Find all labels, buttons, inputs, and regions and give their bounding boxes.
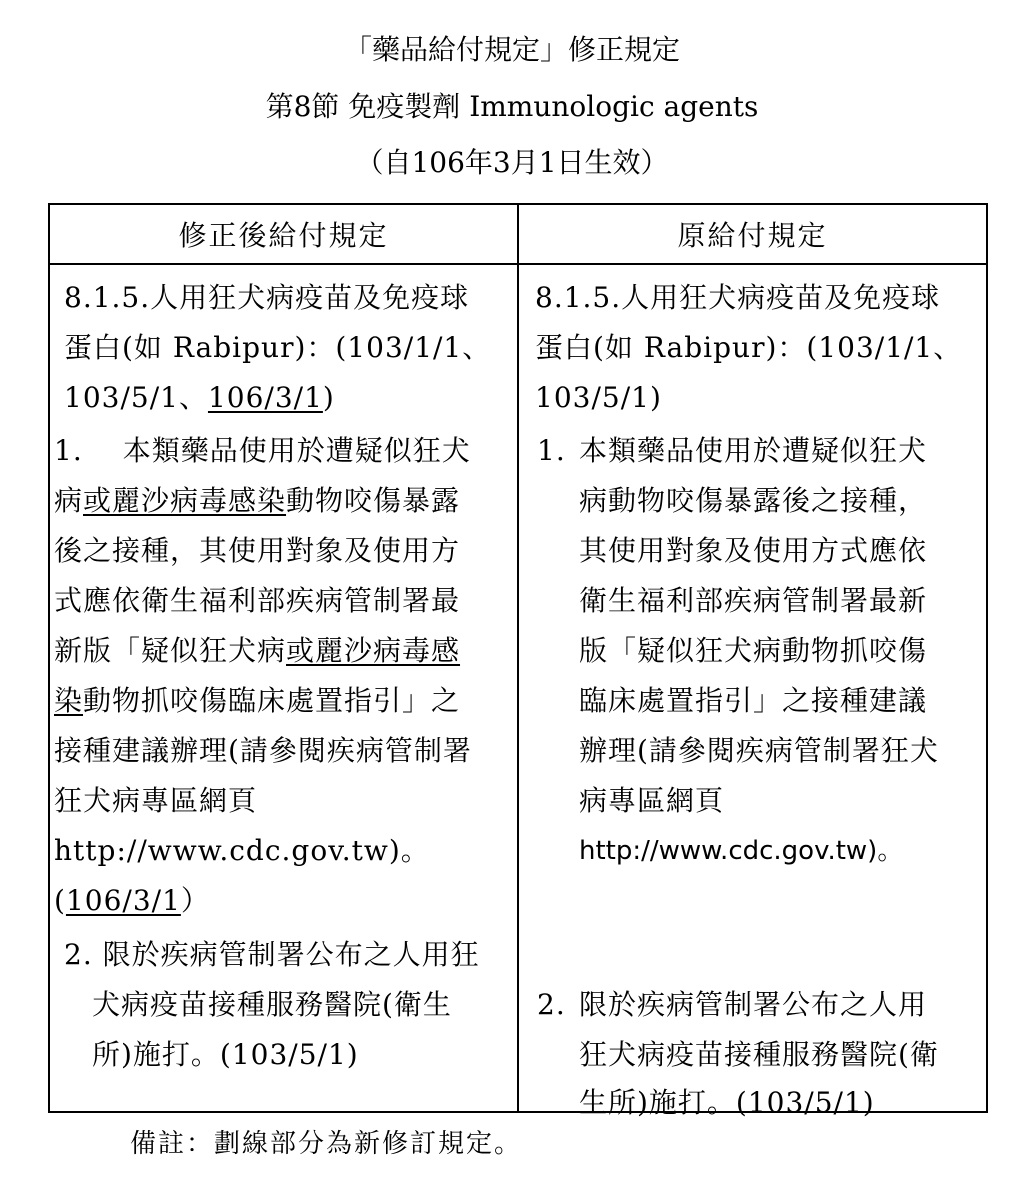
new-date-underlined: 106/3/1	[65, 884, 181, 917]
revised-item1-date: (106/3/1）	[54, 884, 210, 917]
original-item2-line: 生所)施打。(103/5/1)	[579, 1086, 875, 1119]
revised-item1-line: 接種建議辦理(請參閱疾病管制署	[54, 734, 472, 767]
section-title: 第8節 免疫製劑 Immunologic agents	[265, 90, 759, 123]
revised-item2-line: 所)施打。(103/5/1)	[92, 1038, 359, 1071]
revised-heading-line: 8.1.5.人用狂犬病疫苗及免疫球	[64, 281, 470, 314]
revised-item1-line: 狂犬病專區網頁	[54, 784, 258, 817]
original-item1-line: 病專區網頁	[579, 784, 725, 817]
original-item1-line: 辦理(請參閱疾病管制署狂犬	[579, 734, 939, 767]
new-text-underlined: 染	[54, 684, 84, 717]
original-heading-line: 103/5/1)	[535, 381, 662, 414]
original-item2-line: 限於疾病管制署公布之人用	[579, 988, 928, 1021]
revised-item1-line: 後之接種，其使用對象及使用方	[54, 534, 461, 567]
new-text-underlined: 或麗沙病毒感染	[83, 484, 287, 517]
original-item1-line: 其使用對象及使用方式應依	[579, 534, 928, 567]
footnote: 備註：劃線部分為新修訂規定。	[130, 1129, 523, 1159]
revised-item1-line: 1. 本類藥品使用於遭疑似狂犬	[54, 434, 471, 467]
revised-item1-line: 病或麗沙病毒感染動物咬傷暴露	[54, 484, 461, 517]
revised-item1-line: 染動物抓咬傷臨床處置指引」之	[54, 684, 461, 717]
new-text-underlined: 或麗沙病毒感	[286, 634, 461, 667]
column-header-revised: 修正後給付規定	[49, 204, 518, 264]
revised-item1-line: 新版「疑似狂犬病或麗沙病毒感	[54, 634, 461, 667]
revised-heading-line: 蛋白(如 Rabipur)：(103/1/1、	[64, 331, 492, 364]
table-header-row	[49, 204, 987, 264]
column-header-original: 原給付規定	[518, 204, 987, 264]
original-item1-line: 本類藥品使用於遭疑似狂犬	[579, 434, 928, 467]
original-item1-line: 衛生福利部疾病管制署最新	[579, 584, 928, 617]
document-title: 「藥品給付規定」修正規定	[343, 33, 680, 66]
original-item1-line: 版「疑似狂犬病動物抓咬傷	[579, 634, 928, 667]
revised-item2-line: 2. 限於疾病管制署公布之人用狂	[64, 938, 480, 971]
effective-date: （自106年3月1日生效）	[355, 146, 669, 179]
original-url: http://www.cdc.gov.tw)。	[579, 836, 904, 866]
revised-rules-cell	[49, 264, 518, 1112]
new-date-underlined: 106/3/1	[207, 381, 323, 414]
original-item2-line: 狂犬病疫苗接種服務醫院(衛	[579, 1038, 939, 1071]
table-body-row	[49, 264, 987, 1112]
original-rules-cell	[518, 264, 987, 1119]
revised-url: http://www.cdc.gov.tw)。	[54, 834, 430, 867]
revised-heading-line: 103/5/1、106/3/1)	[64, 381, 335, 414]
original-item1-line: 臨床處置指引」之接種建議	[579, 684, 928, 717]
original-heading-line: 蛋白(如 Rabipur)：(103/1/1、	[535, 331, 963, 364]
original-item1-number: 1.	[537, 434, 566, 467]
original-item1-line: 病動物咬傷暴露後之接種，	[579, 484, 928, 517]
original-heading-line: 8.1.5.人用狂犬病疫苗及免疫球	[535, 281, 941, 314]
original-item2-number: 2.	[537, 988, 566, 1021]
comparison-table	[48, 203, 988, 1119]
revised-item1-line: 式應依衛生福利部疾病管制署最	[54, 584, 461, 617]
revised-item2-line: 犬病疫苗接種服務醫院(衛生	[92, 988, 452, 1021]
